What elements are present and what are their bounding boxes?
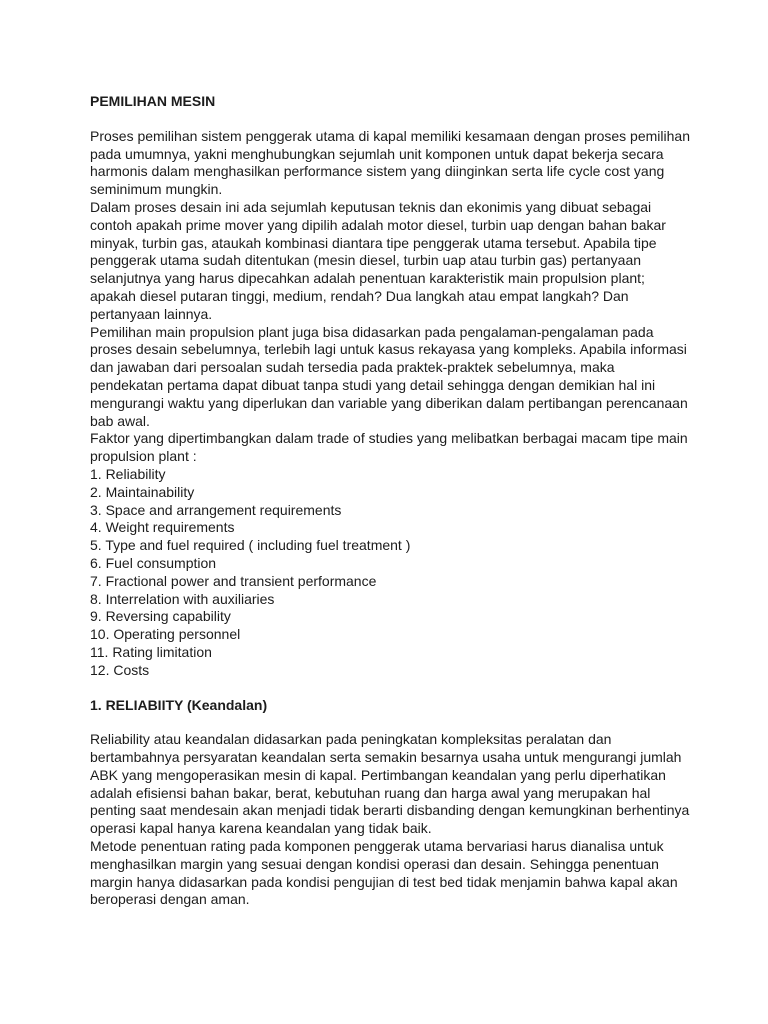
- list-item: 8. Interrelation with auxiliaries: [90, 590, 275, 607]
- list-item: 11. Rating limitation: [90, 643, 212, 660]
- list-item: 5. Type and fuel required ( including fuel treatment ): [90, 537, 411, 554]
- list-item: 3. Space and arrangement requirements: [90, 501, 342, 518]
- list-item: 2. Maintainability: [90, 483, 195, 500]
- document-title: PEMILIHAN MESIN: [90, 93, 216, 109]
- section-paragraph: Reliability atau keandalan didasarkan pada peningkatan kompleksitas peralatan dan bertambahnya persyaratan keandalan serta semakin besarnya usaha untuk mengurangi jumlah ABK yang mengoperasikan mesin di kapal. Pertimbangan keandalan yang perlu diperhatikan adalah efisiensi bahan bakar, berat, kebutuhan ruang dan harga awal yang merupakan hal penting saat mendesain akan menjadi tidak berarti disbanding dengan kemungkinan berhentinya operasi kapal hanya karena keandalan yang tidak baik.: [90, 731, 690, 837]
- section-heading-reliability: 1. RELIABIITY (Keandalan): [90, 696, 268, 713]
- intro-paragraph: Dalam proses desain ini ada sejumlah keputusan teknis dan ekonimis yang dibuat sebagai contoh apakah prime mover yang dipilih adalah motor diesel, turbin uap dengan bahan bakar minyak, turbin gas, ataukah kombinasi diantara tipe penggerak utama tersebut. Apabila tipe penggerak utama sudah ditentukan (mesin diesel, turbin uap atau turbin gas) pertanyaan selanjutnya yang harus dipecahkan adalah penentuan karakteristik main propulsion plant; apakah diesel putaran tinggi, medium, rendah? Dua langkah atau empat langkah? Dan pertanyaan lainnya.: [90, 198, 666, 322]
- intro-paragraph: Pemilihan main propulsion plant juga bisa didasarkan pada pengalaman-pengalaman pada proses desain sebelumnya, terlebih lagi untuk kasus rekayasa yang kompleks. Apabila informasi dan jawaban dari persoalan sudah tersedia pada praktek-praktek sebelumnya, maka pendekatan pertama dapat dibuat tanpa studi yang detail sehingga dengan demikian hal ini mengurangi waktu yang diperlukan dan variable yang diberikan dalam pertibangan perencanaan bab awal.: [90, 323, 688, 429]
- list-item: 4. Weight requirements: [90, 519, 235, 536]
- document-page: [90, 93, 690, 909]
- list-item: 6. Fuel consumption: [90, 554, 217, 571]
- list-item: 1. Reliability: [90, 465, 166, 482]
- reliability-section: [90, 731, 690, 909]
- list-item: 12. Costs: [90, 661, 150, 678]
- intro-paragraph: Faktor yang dipertimbangkan dalam trade of studies yang melibatkan berbagai macam tipe main propulsion plant :: [90, 430, 688, 465]
- list-item: 7. Fractional power and transient performance: [90, 572, 377, 589]
- list-item: 9. Reversing capability: [90, 608, 231, 625]
- list-item: 10. Operating personnel: [90, 626, 241, 643]
- intro-section: [90, 128, 690, 466]
- criteria-list: [90, 466, 690, 680]
- section-paragraph: Metode penentuan rating pada komponen penggerak utama bervariasi harus dianalisa untuk menghasilkan margin yang sesuai dengan kondisi operasi dan desain. Sehingga penentuan margin hanya didasarkan pada kondisi pengujian di test bed tidak menjamin bahwa kapal akan beroperasi dengan aman.: [90, 838, 678, 908]
- intro-paragraph: Proses pemilihan sistem penggerak utama di kapal memiliki kesamaan dengan proses pemilihan pada umumnya, yakni menghubungkan sejumlah unit komponen untuk dapat bekerja secara harmonis dalam menghasilkan performance sistem yang diinginkan serta life cycle cost yang seminimum mungkin.: [90, 127, 690, 198]
